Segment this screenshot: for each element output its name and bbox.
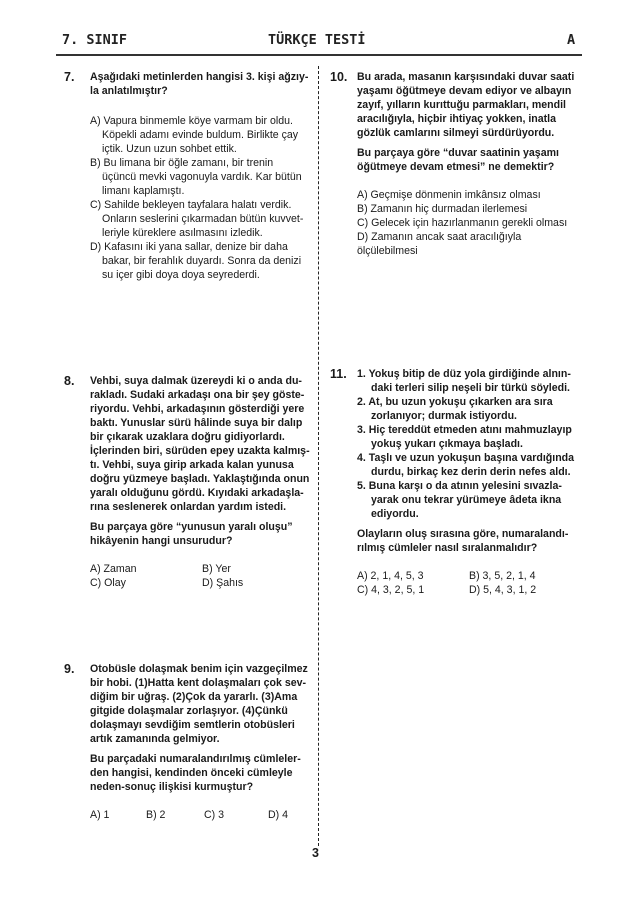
q7-option-line: bakar, bir ferahlık duyardı. Sonra da denizi [102,255,302,267]
q10-question-line: öğütmeye devam etmesi” ne demektir? [357,161,555,173]
q9-stem-line: artık zamanında gelmiyor. [90,733,220,745]
q9-question-line: Bu parçadaki numaralandırılmış cümleler- [90,753,301,765]
q11-block [357,367,582,597]
q9-question-line: den hangisi, kendinden önceki cümleyle [90,767,293,779]
q8-options-row [90,576,316,590]
q9-stem-line: gitgide dolaşmalar zorlaşıyor. (4)Çünkü [90,705,288,717]
q9-option-d[interactable]: D) 4 [268,809,289,821]
q11-item-5 [357,479,582,521]
q8-option-b[interactable]: B) Yer [202,563,231,575]
booklet-letter: A [567,32,576,48]
q11-item-line: yarak onu tekrar yürümeye âdeta ikna [371,494,562,506]
q11-item-line: zorlanıyor; durmak istiyordu. [371,410,517,422]
q10-number: 10. [330,70,348,84]
q10-question-line: Bu parçaya göre “duvar saatinin yaşamı [357,147,559,159]
q7-option-line: D) Kafasını iki yana sallar, denize bir daha [90,241,288,253]
q10-block [357,70,582,258]
q7-option-c[interactable] [90,198,314,240]
q9-stem-line: Otobüsle dolaşmak benim için vazgeçilmez [90,663,308,675]
q8-question-line: hikâyenin hangi unsurudur? [90,535,233,547]
q11-item-1 [357,367,582,395]
q11-question [357,527,582,555]
q7-option-line: su içer gibi doya doya seyrederdi. [102,269,260,281]
q11-option-a[interactable]: A) 2, 1, 4, 5, 3 [357,570,424,582]
q8-block [90,374,316,590]
q7-option-a[interactable] [90,114,314,156]
q11-options-row [357,569,582,583]
q10-stem-line: aracılığıyla, hiçbir ihtiyaç yokken, inatla [357,113,557,125]
q10-option-c[interactable]: C) Gelecek için hazırlanmanın gerekli olması [357,217,568,229]
q8-option-d[interactable]: D) Şahıs [202,577,244,589]
q11-item-4 [357,451,582,479]
q9-stem-line: dolaşmayı sevdiğim semtlerin otobüsleri [90,719,295,731]
q9-stem [90,662,316,746]
q7-option-b[interactable] [90,156,314,198]
test-title: TÜRKÇE TESTİ [268,32,366,48]
q8-options-row [90,562,316,576]
q8-stem-line: rakladı. Sudaki arkadaşı ona bir şey göste- [90,389,305,401]
q9-block [90,662,316,822]
q7-option-line: leriyle küreklere asılmasını izledik. [102,227,263,239]
q7-option-line: Onların seslerini çıkarmadan bütün kuvvet- [102,213,304,225]
q11-item-line: 1. Yokuş bitip de düz yola girdiğinde alnın- [357,368,571,380]
q7-stem-line: Aşağıdaki metinlerden hangisi 3. kişi ağzıy- [90,71,309,83]
q11-item-line: 2. At, bu uzun yokuşu çıkarken ara sıra [357,396,553,408]
q8-stem-line: baktı. Yunuslar sürü hâlinde suya bir dalıp [90,417,303,429]
q8-stem-line: tı. Vehbi, suya girip arkada kalan yunusa [90,459,294,471]
q9-options-row [90,808,316,822]
q8-stem-line: Vehbi, suya dalmak üzereydi ki o anda du- [90,375,302,387]
q10-stem-line: yaşamı öğütmeye devam ediyor ve albayın [357,85,572,97]
q10-stem-line: gözlük camlarını silmeyi sürdürüyordu. [357,127,555,139]
q8-stem-line: bir çıkarak uzaklara doğru gidiyorlardı. [90,431,285,443]
q10-stem [357,70,582,140]
q7-option-line: üçüncü mevki vagonuyla vardık. Kar bütün [102,171,302,183]
q9-question-line: neden-sonuç ilişkisi kurmuştur? [90,781,254,793]
q9-stem-line: bir hobi. (1)Hatta kent dolaşmaları çok sev- [90,677,307,689]
q11-item-line: durdu, birkaç kez derin derin nefes aldı. [371,466,571,478]
q8-stem-line: yaralı olduğunu gördü. Kıyıdaki arkadaşla- [90,487,304,499]
q9-option-c[interactable]: C) 3 [204,809,225,821]
q7-option-line: B) Bu limana bir öğle zamanı, bir trenin [90,157,274,169]
q9-stem-line: diğim bir uğraş. (2)Çok da yararlı. (3)Ama [90,691,298,703]
q8-stem-line: rına seslenerek onlardan yardım istedi. [90,501,287,513]
q10-question [357,146,582,174]
grade-label: 7. SINIF [62,32,128,48]
q8-option-a[interactable]: A) Zaman [90,563,137,575]
q7-block [90,70,314,282]
q8-stem [90,374,316,514]
q7-stem-line: la anlatılmıştır? [90,85,168,97]
q9-option-a[interactable]: A) 1 [90,809,110,821]
q11-item-line: ediyordu. [371,508,419,520]
q7-option-line: Köpekli adamı evinde buldum. Birlikte çay [102,129,299,141]
q11-option-d[interactable]: D) 5, 4, 3, 1, 2 [469,584,537,596]
q11-item-line: yokuş yukarı çıkmaya başladı. [371,438,523,450]
q9-number: 9. [64,662,75,676]
q11-question-line: rılmış cümleler nasıl sıralanmalıdır? [357,542,538,554]
q7-number: 7. [64,70,75,84]
q11-item-line: 4. Taşlı ve uzun yokuşun başına vardığında [357,452,575,464]
q8-stem-line: riyordu. Vehbi, arkadaşının gösterdiği yere [90,403,305,415]
q11-item-line: 5. Buna karşı o da atının yelesini sıvazla- [357,480,562,492]
column-divider [318,66,319,846]
q10-option-d[interactable]: D) Zamanın ancak saat aracılığıyla ölçülebilmesi [357,231,522,257]
q10-stem-line: zayıf, yılların kurıttuğu parmakları, mendil [357,99,566,111]
q9-question [90,752,316,794]
q8-question [90,520,316,548]
q7-options [90,114,314,282]
q11-option-c[interactable]: C) 4, 3, 2, 5, 1 [357,584,425,596]
q11-number: 11. [330,367,347,381]
q7-option-line: A) Vapura binmemle köye varmam bir oldu. [90,115,293,127]
q8-option-c[interactable]: C) Olay [90,577,126,589]
q9-option-b[interactable]: B) 2 [146,809,166,821]
q11-item-2 [357,395,582,423]
q7-stem [90,70,314,98]
q7-option-d[interactable] [90,240,314,282]
q10-stem-line: Bu arada, masanın karşısındaki duvar saati [357,71,575,83]
header-rule [56,54,582,56]
q11-options-row [357,583,582,597]
q8-number: 8. [64,374,75,388]
q11-item-3 [357,423,582,451]
q7-option-line: C) Sahilde bekleyen tayfalara halatı verdik. [90,199,292,211]
q11-option-b[interactable]: B) 3, 5, 2, 1, 4 [469,570,536,582]
q10-option-a[interactable]: A) Geçmişe dönmenin imkânsız olması [357,189,541,201]
page-number: 3 [312,846,319,860]
q11-item-line: daki terleri silip neşeli bir türkü söyledi. [371,382,570,394]
q11-question-line: Olayların oluş sırasına göre, numaralandı- [357,528,569,540]
q8-stem-line: doğru yüzmeye başladı. Yaklaştığında onun [90,473,310,485]
q7-option-line: içtik. Uzun uzun sohbet ettik. [102,143,237,155]
q8-stem-line: İçlerinden biri, sürüden epey uzakta kalmış- [90,445,310,457]
q8-question-line: Bu parçaya göre “yunusun yaralı oluşu” [90,521,293,533]
q7-option-line: limanı kaplamıştı. [102,185,185,197]
q11-item-line: 3. Hiç tereddüt etmeden atını mahmuzlayıp [357,424,572,436]
q10-option-b[interactable]: B) Zamanın hiç durmadan ilerlemesi [357,203,528,215]
